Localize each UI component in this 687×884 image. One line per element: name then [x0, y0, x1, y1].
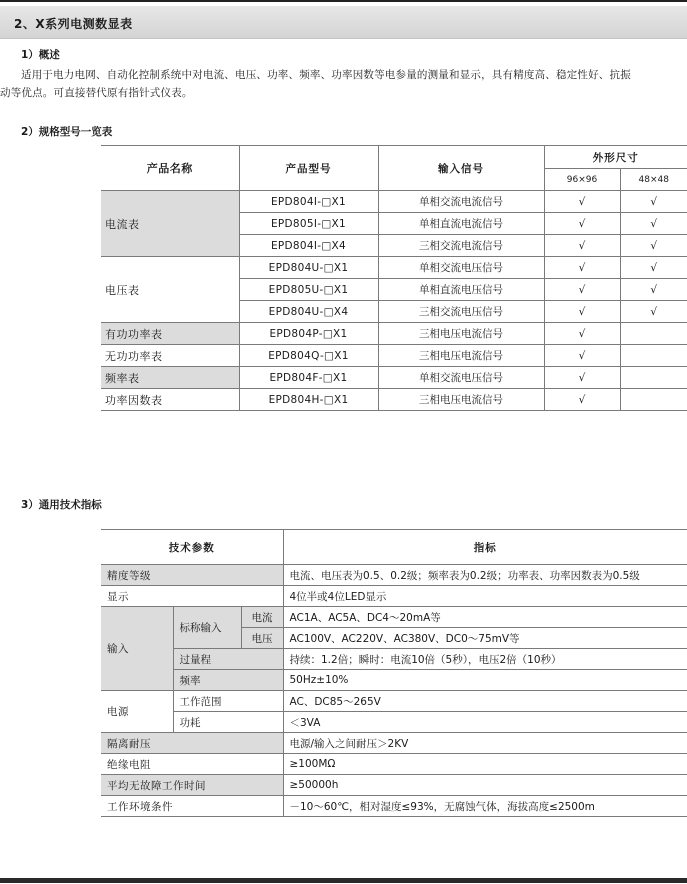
header-index: 指标	[283, 530, 687, 565]
spec-label-input: 输入	[101, 607, 173, 691]
overview-heading: 1）概述	[21, 49, 60, 61]
spec-value: 50Hz±10%	[283, 670, 687, 691]
spec-sublabel-current: 电流	[241, 607, 283, 628]
spec-label: 绝缘电阻	[101, 754, 283, 775]
input-cell: 三相交流电压信号	[378, 301, 544, 323]
models-heading: 2）规格型号一览表	[21, 126, 113, 138]
input-cell: 三相电压电流信号	[378, 323, 544, 345]
spec-value: AC1A、AC5A、DC4～20mA等	[283, 607, 687, 628]
size-96-check: √	[544, 345, 620, 367]
model-cell: EPD804F-□X1	[239, 367, 378, 389]
spec-sublabel-voltage: 电压	[241, 628, 283, 649]
group-current-meter: 电流表	[101, 191, 239, 257]
header-product-model: 产品型号	[239, 146, 378, 191]
size-48-check: √	[620, 191, 687, 213]
model-cell: EPD804U-□X1	[239, 257, 378, 279]
header-input-signal: 输入信号	[378, 146, 544, 191]
input-cell: 单相直流电流信号	[378, 213, 544, 235]
spec-value: AC100V、AC220V、AC380V、DC0～75mV等	[283, 628, 687, 649]
size-48-check: √	[620, 257, 687, 279]
model-cell: EPD804P-□X1	[239, 323, 378, 345]
spec-value: 电源/输入之间耐压＞2KV	[283, 733, 687, 754]
input-cell: 三相电压电流信号	[378, 389, 544, 411]
overview-line-2: 动等优点。可直接替代原有指针式仪表。	[0, 87, 193, 99]
header-size-48: 48×48	[620, 169, 687, 191]
input-cell: 单相交流电压信号	[378, 367, 544, 389]
model-cell: EPD804I-□X1	[239, 191, 378, 213]
spec-value: ≥100MΩ	[283, 754, 687, 775]
spec-label: 隔离耐压	[101, 733, 283, 754]
product-name-cell: 频率表	[101, 367, 239, 389]
group-voltage-meter: 电压表	[101, 257, 239, 323]
size-48-check: √	[620, 235, 687, 257]
spec-value: 4位半或4位LED显示	[283, 586, 687, 607]
model-cell: EPD804H-□X1	[239, 389, 378, 411]
bottom-rule	[0, 878, 687, 883]
spec-label-power: 电源	[101, 691, 173, 733]
size-48-check: √	[620, 279, 687, 301]
spec-label: 显示	[101, 586, 283, 607]
size-48-check	[620, 367, 687, 389]
input-cell: 单相交流电流信号	[378, 191, 544, 213]
spec-sublabel-frequency: 频率	[173, 670, 283, 691]
overview-paragraph	[0, 66, 687, 102]
header-tech-param: 技术参数	[101, 530, 283, 565]
specs-heading: 3）通用技术指标	[21, 499, 102, 511]
size-96-check: √	[544, 191, 620, 213]
models-table	[101, 145, 687, 411]
size-48-check	[620, 345, 687, 367]
spec-sublabel-nominal: 标称输入	[173, 607, 241, 649]
size-48-check	[620, 389, 687, 411]
product-name-cell: 无功功率表	[101, 345, 239, 367]
spec-value: 持续：1.2倍；瞬时：电流10倍（5秒），电压2倍（10秒）	[283, 649, 687, 670]
input-cell: 单相直流电压信号	[378, 279, 544, 301]
spec-sublabel-consumption: 功耗	[173, 712, 283, 733]
size-96-check: √	[544, 213, 620, 235]
input-cell: 单相交流电压信号	[378, 257, 544, 279]
size-96-check: √	[544, 301, 620, 323]
spec-value: ≥50000h	[283, 775, 687, 796]
spec-value: AC、DC85～265V	[283, 691, 687, 712]
size-96-check: √	[544, 279, 620, 301]
spec-value: 电流、电压表为0.5、0.2级；频率表为0.2级；功率表、功率因数表为0.5级	[283, 565, 687, 586]
spec-label: 工作环境条件	[101, 796, 283, 817]
input-cell: 三相交流电流信号	[378, 235, 544, 257]
header-product-name: 产品名称	[101, 146, 239, 191]
size-96-check: √	[544, 367, 620, 389]
product-name-cell: 有功功率表	[101, 323, 239, 345]
section-banner	[0, 6, 687, 39]
input-cell: 三相电压电流信号	[378, 345, 544, 367]
section-title: 2、X系列电测数显表	[14, 17, 133, 31]
model-cell: EPD805U-□X1	[239, 279, 378, 301]
header-dimensions: 外形尺寸	[544, 146, 687, 169]
size-48-check	[620, 323, 687, 345]
spec-value: ＜3VA	[283, 712, 687, 733]
model-cell: EPD804U-□X4	[239, 301, 378, 323]
size-96-check: √	[544, 257, 620, 279]
overview-line-1: 适用于电力电网、自动化控制系统中对电流、电压、功率、频率、功率因数等电参量的测量和显示，具有精度高、稳定性好、抗振	[21, 69, 631, 81]
spec-sublabel-overrange: 过量程	[173, 649, 283, 670]
size-48-check: √	[620, 301, 687, 323]
size-96-check: √	[544, 389, 620, 411]
spec-sublabel-range: 工作范围	[173, 691, 283, 712]
header-size-96: 96×96	[544, 169, 620, 191]
top-rule	[0, 0, 687, 2]
product-name-cell: 功率因数表	[101, 389, 239, 411]
spec-label: 平均无故障工作时间	[101, 775, 283, 796]
model-cell: EPD804Q-□X1	[239, 345, 378, 367]
specs-table	[101, 529, 687, 817]
spec-value: －10～60℃，相对湿度≤93%，无腐蚀气体，海拔高度≤2500m	[283, 796, 687, 817]
model-cell: EPD805I-□X1	[239, 213, 378, 235]
spec-label: 精度等级	[101, 565, 283, 586]
size-96-check: √	[544, 323, 620, 345]
size-48-check: √	[620, 213, 687, 235]
model-cell: EPD804I-□X4	[239, 235, 378, 257]
size-96-check: √	[544, 235, 620, 257]
